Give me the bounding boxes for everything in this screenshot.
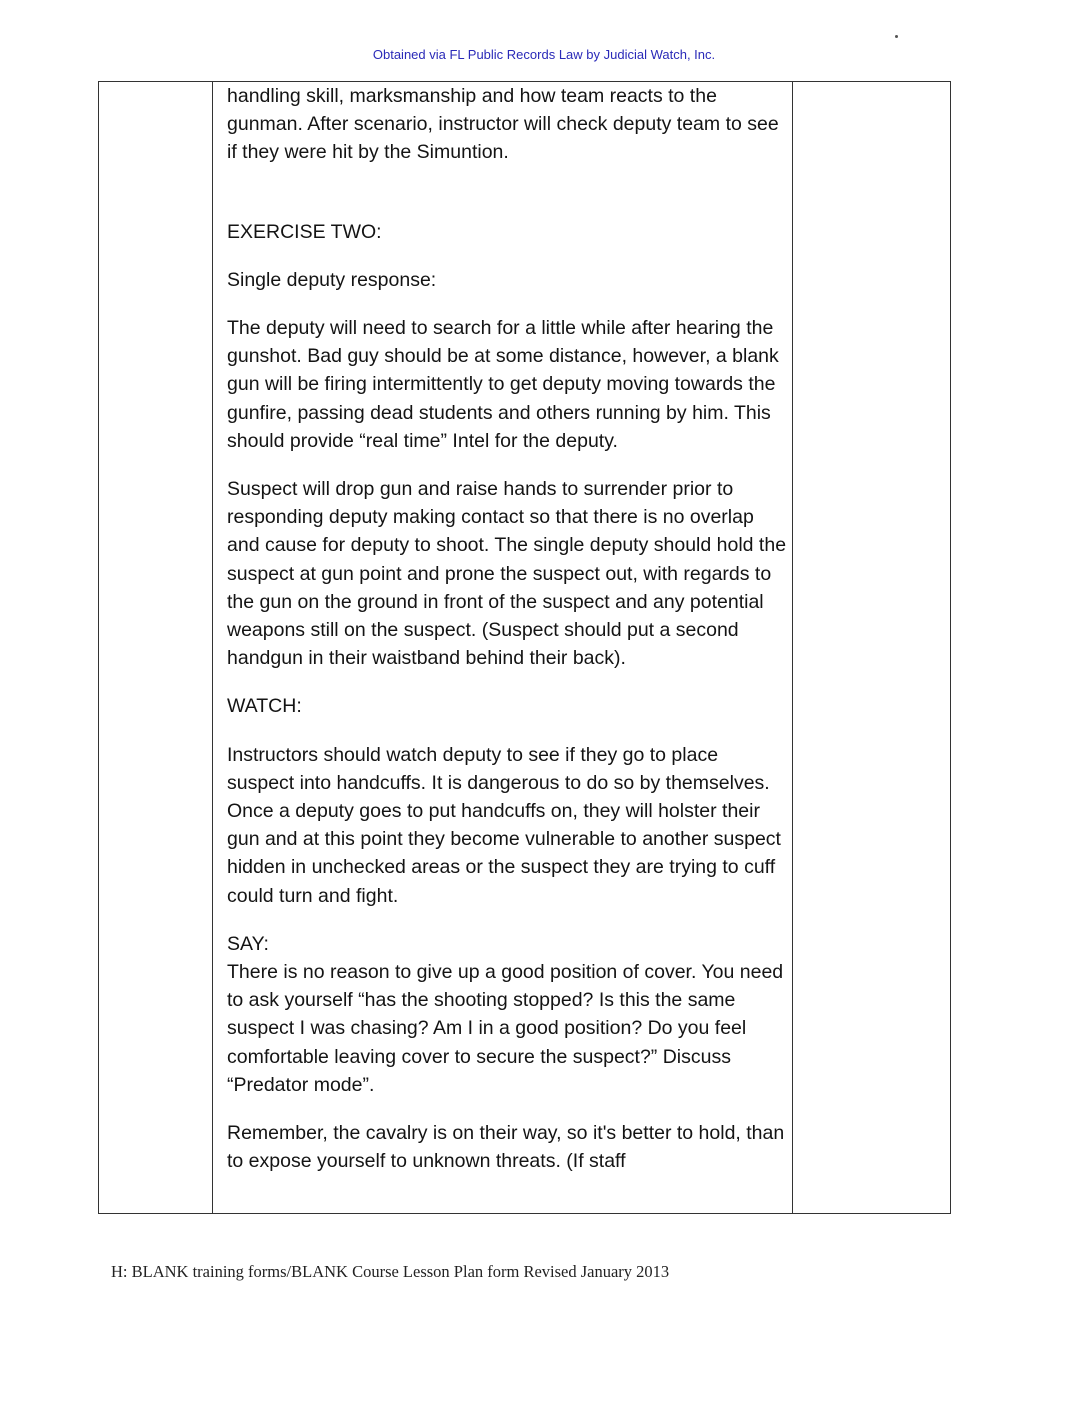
watch-heading: WATCH: [227,695,302,718]
search-paragraph: The deputy will need to search for a little while after hearing the gunshot. Bad guy should be at some distance, however, a blank gun will be firing intermittently to get deputy moving towards the gunfire, passing dead students and others running by him. This should provide “real time” Intel for the deputy. [227,317,779,452]
scan-speck [895,35,898,38]
say-paragraph: There is no reason to give up a good position of cover. You need to ask yourself “has the shooting stopped? Is this the same suspect I was chasing? Am I in a good position? Do you feel comfortable leaving cover to secure the suspect?” Discuss “Predator mode”. [227,961,784,1096]
watch-paragraph: Instructors should watch deputy to see if they go to place suspect into handcuffs. It is dangerous to do so by themselves. Once a deputy goes to put handcuffs on, they will holster their gun and at this point they become vulnerable to another suspect hidden in unchecked areas or the suspect they are trying to cuff could turn and fight. [227,743,781,907]
say-heading: SAY: [227,932,269,955]
lesson-plan-table [98,81,951,1214]
left-column-divider [212,82,213,1213]
right-column-divider [792,82,793,1213]
lesson-content-cell [227,82,787,1176]
public-records-note: Obtained via FL Public Records Law by Judicial Watch, Inc. [372,47,716,62]
scenario-paragraph: handling skill, marksmanship and how team reacts to the gunman. After scenario, instructor will check deputy team to see if they were hit by the Simuntion. [227,85,779,164]
surrender-paragraph: Suspect will drop gun and raise hands to surrender prior to responding deputy making contact so that there is no overlap and cause for deputy to shoot. The single deputy should hold the suspect at gun point and prone the suspect out, with regards to the gun on the ground in front of the suspect and any potential weapons still on the suspect. (Suspect should put a second handgun in their waistband behind their back). [227,478,787,670]
single-deputy-subheading: Single deputy response: [227,268,437,291]
exercise-two-heading: EXERCISE TWO: [227,220,382,243]
cavalry-paragraph: Remember, the cavalry is on their way, so it's better to hold, than to expose yourself to unknown threats. (If staff [227,1122,785,1173]
form-path-footer: H: BLANK training forms/BLANK Course Lesson Plan form Revised January 2013 [111,1262,670,1281]
